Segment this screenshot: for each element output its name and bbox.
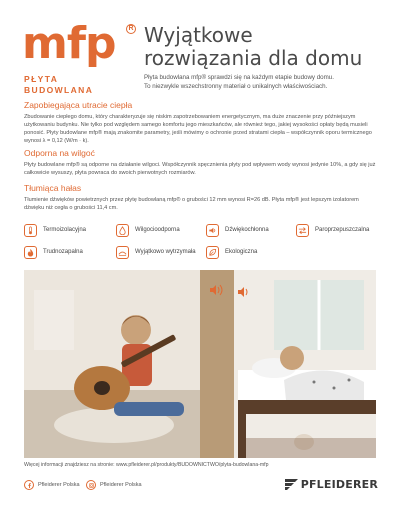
title-line-2: rozwiązania dla domu xyxy=(144,46,363,70)
logo-subtitle-2: BUDOWLANA xyxy=(24,85,94,95)
instagram-link[interactable] xyxy=(86,480,142,490)
sound-icon xyxy=(206,224,219,237)
section-body: Płyty budowlane mfp® są odporne na działanie wilgoci. Współczynnik spęcznienia płyty pod wpływem wody wynosi jedynie 10%, a gdy się już całkowicie wysuszy, płyta powraca do swoich pierwotnych rozmiarów. xyxy=(24,162,376,176)
vapor-arrows-icon xyxy=(296,224,309,237)
brand-name: PFLEIDERER xyxy=(300,478,378,491)
section-noise xyxy=(24,183,378,212)
section-moisture xyxy=(24,148,378,177)
page-title xyxy=(144,24,384,70)
section-title: Odporna na wilgoć xyxy=(24,148,95,158)
more-info-link[interactable]: Więcej informacji znajdziesz na stronie: www.pfleiderer.pl/produkty/BUDOWNICTWO/plyta-budowlana-mfp xyxy=(24,462,269,468)
section-title: Tłumiąca hałas xyxy=(24,183,82,193)
leaf-icon xyxy=(206,246,219,259)
feature-label: Dźwiękochłonna xyxy=(225,227,269,233)
rooms-illustration xyxy=(24,270,376,458)
section-body: Zbudowanie ciepłego domu, który charakteryzuje się niskim zapotrzebowaniem energetycznym, ma duże znaczenie przy późniejszym użytkowaniu budynku. Nie tylko pod względem samego komfortu jego mieszkańców, ale również tego, jakiej wysokości opłaty będą musieli ponosić. Płyty budowlane mfp® mają znakomite parametry, jeśli mówimy o ochronie przed stratami ciepła – współczynnik oporu termicznego wynosi λ = 0,12 (W/m · k). xyxy=(24,114,372,144)
feature-item xyxy=(116,222,180,238)
intro-line-1: Płyta budowlana mfp® sprawdzi się na każdym etapie budowy domu. xyxy=(144,74,334,81)
section-title: Zapobiegająca utracie ciepła xyxy=(24,100,133,110)
feature-label: Ekologiczna xyxy=(225,249,258,255)
pfleiderer-logo xyxy=(285,478,378,491)
feature-label: Wyjątkowo wytrzymała xyxy=(135,249,196,255)
feature-item xyxy=(206,222,269,238)
strength-curve-icon xyxy=(116,246,129,259)
features-grid xyxy=(24,220,378,262)
feature-item xyxy=(24,222,86,238)
flame-icon xyxy=(24,246,37,259)
facebook-link[interactable] xyxy=(24,480,80,490)
facebook-label: Pfleiderer Polska xyxy=(38,482,80,488)
feature-item xyxy=(296,222,369,238)
hero-photo xyxy=(24,270,376,458)
feature-label: Trudnozapalna xyxy=(43,249,83,255)
feature-label: Termoizolacyjna xyxy=(43,227,87,233)
feature-item xyxy=(206,244,257,260)
thermometer-icon xyxy=(24,224,37,237)
feature-label: Paroprzepuszczalna xyxy=(315,227,370,233)
section-heat xyxy=(24,100,378,145)
section-body: Tłumienie dźwięków powietrznych przez płytę budowlaną mfp® o grubości 12 mm wynosi R=26 dB. Płyta mfp® jest lepszym izolatorem dźwięku niż cegła o grubości 11,4 cm. xyxy=(24,197,359,211)
registered-mark: R xyxy=(126,24,136,34)
water-drop-icon xyxy=(116,224,129,237)
instagram-icon xyxy=(86,480,96,490)
feature-label: Wilgocioodporna xyxy=(135,227,180,233)
feature-item xyxy=(116,244,196,260)
logo-wordmark: mfp xyxy=(22,18,116,69)
title-line-1: Wyjątkowe xyxy=(144,23,253,47)
pfleiderer-mark-icon xyxy=(285,479,298,490)
intro-text xyxy=(144,74,384,91)
facebook-icon xyxy=(24,480,34,490)
instagram-label: Pfleiderer Polska xyxy=(100,482,142,488)
mfp-logo xyxy=(22,18,134,100)
intro-line-2: To niezwykle wszechstronny materiał o unikalnych właściwościach. xyxy=(144,82,328,90)
logo-subtitle-1: PŁYTA xyxy=(24,74,59,84)
feature-item xyxy=(24,244,83,260)
